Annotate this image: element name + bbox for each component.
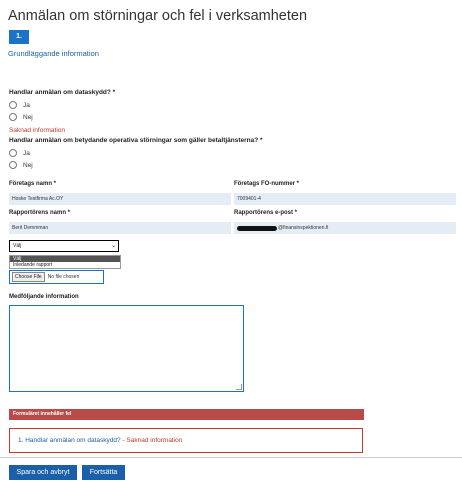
radio-label: Ja (23, 149, 30, 157)
continue-button[interactable]: Fortsätta (82, 465, 125, 480)
error-note: - Saknad information (122, 437, 183, 444)
file-status: No file chosen (47, 274, 80, 280)
radio-payment-nej[interactable] (9, 161, 33, 169)
attached-info-label: Medföljande information (9, 294, 79, 300)
company-id-label: Företags FO-nummer * (234, 181, 300, 187)
error-summary-box (9, 428, 363, 453)
reporter-email-label: Rapportörens e-post * (234, 210, 298, 216)
radio-label: Nej (23, 161, 33, 169)
report-type-option[interactable]: Inledande rapport (13, 262, 53, 268)
report-type-option[interactable]: Välj (10, 256, 120, 262)
radio-dataskydd-ja[interactable] (9, 101, 30, 109)
divider (0, 457, 462, 458)
question-dataskydd-label: Handlar anmälan om dataskydd? * (9, 89, 116, 96)
radio-label: Ja (23, 101, 30, 109)
reporter-email-value: @finansinspektionen.fi (278, 225, 329, 231)
report-type-select[interactable] (9, 240, 119, 252)
reporter-name-field[interactable]: Berit Demmman (9, 222, 231, 234)
report-type-dropdown[interactable] (9, 255, 121, 269)
step-number-badge[interactable]: 1. (9, 30, 29, 44)
company-name-label: Företags namn * (9, 181, 57, 187)
error-link[interactable]: 1. Handlar anmälan om dataskydd? (18, 437, 121, 444)
redacted-block (237, 226, 277, 231)
radio-payment-ja[interactable] (9, 149, 30, 157)
step-label: Grundläggande information (8, 49, 99, 58)
radio-icon[interactable] (9, 161, 17, 169)
file-input[interactable] (9, 270, 104, 284)
attached-info-textarea[interactable] (9, 305, 244, 392)
resize-grip-icon[interactable] (236, 384, 242, 390)
company-name-field[interactable]: Hoske Testfirma Ac.OY (9, 193, 231, 205)
report-type-selected: Välj (13, 243, 22, 249)
radio-label: Nej (23, 113, 33, 121)
reporter-email-field[interactable] (234, 222, 456, 234)
reporter-name-label: Rapportörens namn * (9, 210, 71, 216)
radio-icon[interactable] (9, 101, 17, 109)
page-title: Anmälan om störningar och fel i verksamheten (8, 8, 308, 24)
question-payment-label: Handlar anmälan om betydande operativa störningar som gäller betaltjänsterna? * (9, 137, 263, 144)
radio-dataskydd-nej[interactable] (9, 113, 33, 121)
radio-icon[interactable] (9, 149, 17, 157)
company-id-field[interactable]: 7009401-4 (234, 193, 456, 205)
chevron-down-icon[interactable]: ⌄ (110, 243, 116, 249)
radio-icon[interactable] (9, 113, 17, 121)
error-banner: Formuläret innehåller fel (9, 409, 364, 420)
choose-file-button[interactable]: Choose File (12, 272, 45, 282)
error-message: Saknad information (9, 127, 66, 134)
save-and-cancel-button[interactable]: Spara och avbryt (9, 465, 77, 480)
